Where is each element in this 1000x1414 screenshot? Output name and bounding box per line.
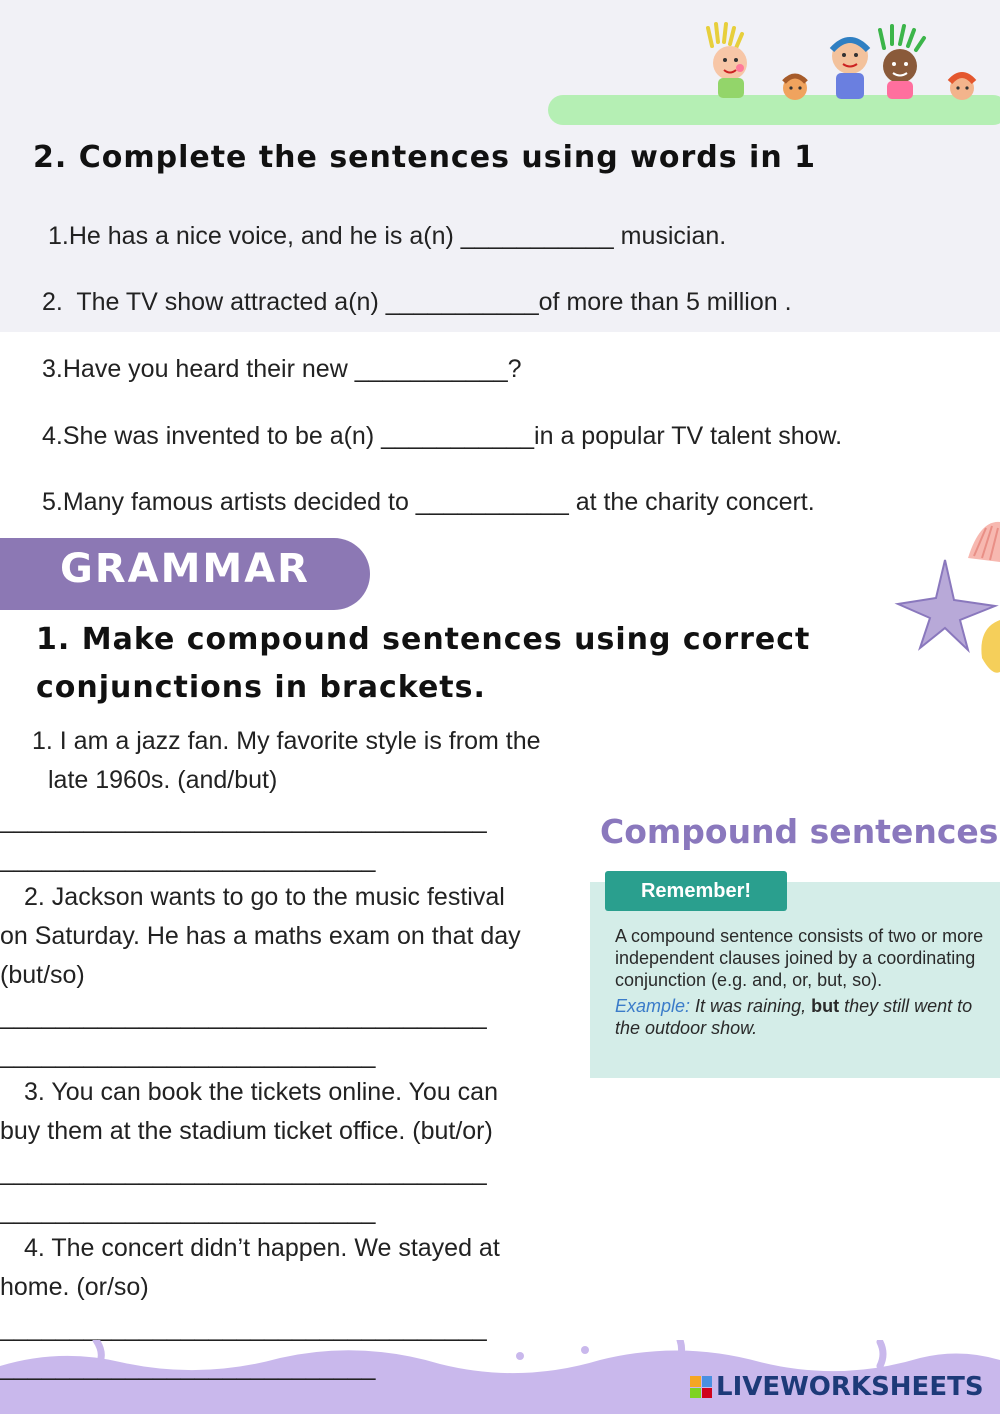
question-1-line1: 1. I am a jazz fan. My favorite style is from the [32, 727, 541, 755]
item-text: Many famous artists decided to ___________ at the charity concert. [62, 488, 815, 516]
logo-icon [690, 1376, 712, 1398]
question-2-line2: on Saturday. He has a maths exam on that day [0, 922, 521, 950]
seashell-starfish-icon [890, 500, 1000, 680]
sentence-item [42, 488, 815, 517]
grammar-title-line2: conjunctions in brackets. [36, 670, 486, 705]
item-number: 2. [42, 288, 63, 316]
item-number: 3. [42, 355, 63, 383]
answer-line[interactable]: ___________________________________ [0, 1158, 487, 1186]
logo-text: LIVEWORKSHEETS [716, 1372, 984, 1402]
item-number: 5. [42, 488, 63, 516]
definition-text: A compound sentence consists of two or more independent clauses joined by a coordinating conjunction (e.g. and, or, but, so). [615, 926, 984, 990]
sentence-item [42, 355, 522, 384]
exercise-2-title: 2. Complete the sentences using words in 1 [33, 140, 816, 175]
example-part: It was raining, [690, 996, 812, 1016]
answer-line[interactable]: ___________________________ [0, 1197, 376, 1225]
liveworksheets-logo[interactable] [690, 1372, 984, 1402]
question-4-line2: home. (or/so) [0, 1273, 149, 1301]
question-3-line1: 3. You can book the tickets online. You can [24, 1078, 498, 1106]
grammar-label: GRAMMAR [60, 546, 310, 592]
answer-line[interactable]: ___________________________ [0, 1353, 376, 1381]
item-text: He has a nice voice, and he is a(n) ___________ musician. [68, 222, 727, 250]
answer-line[interactable]: ___________________________________ [0, 1314, 487, 1342]
question-2-line3: (but/so) [0, 961, 85, 989]
question-1-line2: late 1960s. (and/but) [48, 766, 278, 794]
question-3-line2: buy them at the stadium ticket office. (but/or) [0, 1117, 493, 1145]
grammar-title-line1: 1. Make compound sentences using correct [36, 622, 811, 657]
item-number: 1. [48, 222, 69, 250]
question-2-line1: 2. Jackson wants to go to the music festival [24, 883, 505, 911]
item-text: Have you heard their new ___________? [62, 355, 522, 383]
answer-line[interactable]: ___________________________ [0, 1041, 376, 1069]
example-text [615, 995, 990, 1039]
remember-content [615, 925, 990, 1039]
question-4-line1: 4. The concert didn’t happen. We stayed at [24, 1234, 500, 1262]
kids-illustration-icon [700, 18, 1000, 102]
item-text: The TV show attracted a(n) ___________of more than 5 million . [76, 288, 792, 316]
example-label: Example: [615, 996, 691, 1016]
sentence-item [42, 422, 842, 451]
example-part: they still went to the outdoor show. [615, 996, 973, 1038]
item-text: She was invented to be a(n) ___________in a popular TV talent show. [62, 422, 843, 450]
answer-line[interactable]: ___________________________________ [0, 806, 487, 834]
sentence-item [48, 222, 726, 251]
answer-line[interactable]: ___________________________ [0, 845, 376, 873]
answer-line[interactable]: ___________________________________ [0, 1002, 487, 1030]
sentence-item [42, 288, 792, 317]
remember-tab: Remember! [605, 871, 787, 911]
example-conjunction: but [811, 996, 840, 1016]
compound-sentences-title: Compound sentences [600, 812, 999, 851]
item-number: 4. [42, 422, 63, 450]
